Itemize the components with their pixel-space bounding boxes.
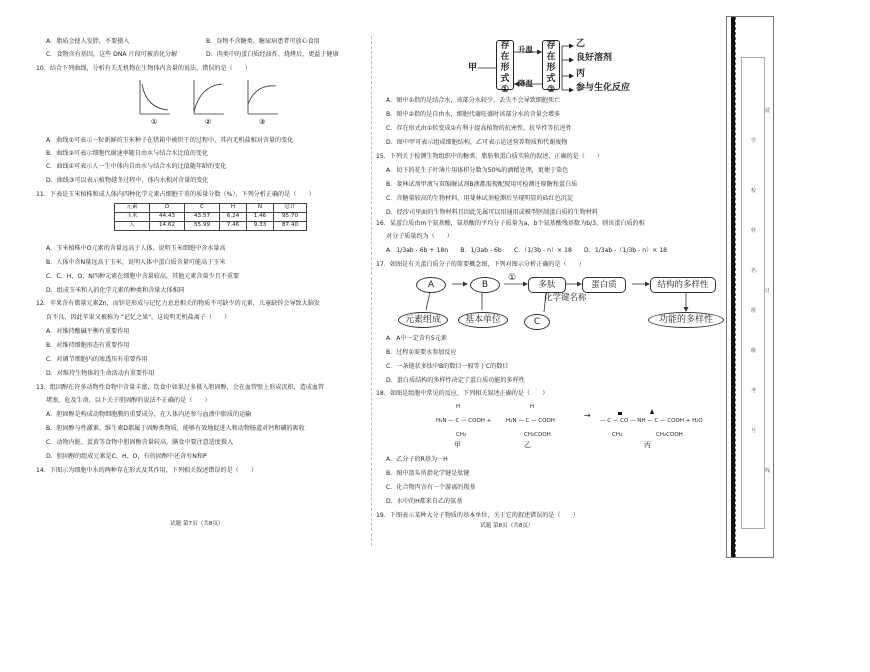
- table-cell: 14.62: [150, 222, 185, 231]
- water-form-box-1: [496, 40, 514, 95]
- strip-info-box: [741, 57, 765, 529]
- q14-option-b: B．图中②指的是自由水，细胞代谢旺盛时该部分水的含量会增多: [386, 111, 561, 118]
- q10-stem: 10．结合下列曲线，分析有关无机物在生物体内含量的说法，错误的是（ ）: [36, 65, 251, 72]
- q9-option-b: B．谷物不含糖类，糖尿病患者可放心食用: [206, 38, 320, 45]
- curve-label-2: ②: [205, 118, 212, 126]
- curve-label-1: ①: [151, 118, 158, 126]
- q12-option-b: B．对维持细胞形态有重要作用: [46, 342, 130, 349]
- q15-stem: 15．下列关于检测生物组织中的糖类、脂肪和蛋白质实验的叙述，正确的是（ ）: [376, 153, 604, 160]
- q12-stem-2: 育不良，因此苹果又被称为 "记忆之果"。这说明无机盐离子（ ）: [46, 314, 231, 321]
- q14-option-d: D．图中甲可表示组成细胞结构，乙可表示运送营养物质和代谢废物: [386, 139, 568, 146]
- q13-option-d: D．胆固醇的组成元素是C、H、O，有的固醇中还含有N和P: [46, 453, 207, 460]
- table-row: [115, 222, 307, 231]
- water-output-reaction: 参与生化反应: [576, 83, 631, 93]
- q9-option-a: A．脂质会使人发胖，不要摄入: [46, 38, 130, 45]
- table-cell: 44.43: [150, 213, 185, 222]
- concept-node-c: C: [524, 314, 550, 330]
- q11-stem: 11．下表是玉米植株和成人体内四种化学元素占细胞干重的质量分数（%），下列分析正确的是（ ）: [36, 191, 315, 198]
- table-cell: 1.46: [247, 213, 274, 222]
- strip-dash-text: 订: [765, 288, 771, 294]
- table-header-cell: 总计: [274, 204, 307, 213]
- water-output-solvent: 良好溶剂: [576, 53, 613, 63]
- q13-option-c: C．动物内脏、蛋黄等食物中胆固醇含量较高，膳食中要注意适度摄入: [46, 439, 234, 446]
- table-header-cell: N: [247, 204, 274, 213]
- curve-1: [140, 80, 170, 114]
- strip-dash-line: [735, 17, 736, 557]
- water-output-bing: 丙: [576, 69, 586, 79]
- svg-text:H: H: [456, 404, 461, 410]
- q13-stem-2: 堵塞，危及生命，以下关于胆固醇的说法不正确的是（ ）: [46, 397, 211, 404]
- concept-node-peptide: 多肽: [528, 277, 566, 293]
- concept-node-protein: 蛋白质: [582, 277, 626, 293]
- table-cell: 55.99: [185, 222, 220, 231]
- concept-node-basic-unit: 基本单位: [458, 312, 508, 328]
- svg-text:H₂N — C — COOH +: H₂N — C — COOH +: [436, 418, 492, 424]
- curve-label-3: ③: [259, 118, 266, 126]
- svg-text:H₂N — C — COOH: H₂N — C — COOH: [506, 418, 555, 424]
- q17-option-d: D．蛋白质结构的多样性决定了蛋白质功能的多样性: [386, 377, 525, 384]
- water-output-arrows: [558, 38, 578, 98]
- concept-node-functional-diversity: 功能的多样性: [648, 312, 724, 328]
- right-page-footer: 试题 第8页（共8页）: [480, 523, 534, 529]
- q18-stem: 18．如图是组胞中常见的反应，下列相关叙述正确的是（ ）: [376, 390, 549, 397]
- concept-node-b: B: [470, 277, 500, 293]
- q18-option-d: D．水中的H都来自乙的氨基: [386, 498, 463, 505]
- q17-option-b: B．过程①需要水参加反应: [386, 349, 457, 356]
- water-label-up: 升温: [518, 45, 533, 54]
- q16-options: A．1/3ab - 6b + 18n B．1/3ab - 6b C．（1/3b - n）× 18 D．1/3ab -（1/3b - n）× 18: [386, 247, 667, 254]
- q18-option-c: C．化合物丙含有一个游离的羧基: [386, 484, 476, 491]
- q15-option-b: B．斐林试剂甲液与双缩脲试剂B液都需现配现用可检测还原糖和蛋白质: [386, 181, 578, 188]
- reaction-label-yi: 乙: [524, 441, 531, 449]
- strip-dash-text: 线: [765, 468, 771, 474]
- curve-3: [248, 80, 278, 114]
- q14-option-c: C．存在形式由①转变成②有利于提高植物的抗寒性、抗旱性等抗逆性: [386, 125, 572, 132]
- left-page-footer: 试题 第7页（共8页）: [170, 521, 224, 527]
- q9-option-d: D．肉类中的蛋白质经油炸、烧烤后，更益于健康: [206, 51, 339, 58]
- q10-option-a: A．曲线①可表示一粒新鲜的玉米种子在烘箱中被烘干的过程中，其内无机盐相对含量的变化: [46, 137, 294, 144]
- table-cell: 43.57: [185, 213, 220, 222]
- table-header-row: [115, 204, 307, 213]
- reaction-label-bing: 丙: [644, 441, 651, 449]
- table-cell: 9.33: [247, 222, 274, 231]
- q12-option-c: C．对调节细胞内的渗透压有重要作用: [46, 356, 148, 363]
- strip-text: 学: [751, 138, 757, 144]
- strip-dash-text: 装: [765, 108, 771, 114]
- q11-option-a: A．玉米植株中O元素的含量远高于人体，说明玉米细胞中含水量高: [46, 245, 226, 252]
- svg-text:CH₂COOH: CH₂COOH: [656, 432, 683, 438]
- q18-option-a: A．乙分子的R基为－H: [386, 456, 448, 463]
- svg-text:CH₃: CH₃: [612, 432, 623, 438]
- strip-text: 级: [751, 348, 757, 354]
- q15-option-d: D．经沙司里面的生物材料且因此先属可以用通用或模型胚制蛋白质的生物材料: [386, 209, 598, 216]
- table-cell: 人: [115, 222, 150, 231]
- svg-text:CH₃: CH₃: [456, 432, 467, 438]
- table-row: [115, 213, 307, 222]
- curve-2: [194, 80, 224, 114]
- q17-option-a: A．A中一定含有S元素: [386, 335, 447, 342]
- q18-reaction-diagram: [434, 402, 704, 454]
- concept-node-structural-diversity: 结构的多样性: [650, 277, 716, 293]
- strip-text: 姓: [751, 228, 757, 234]
- q14-option-a: A．图中①指的是结合水，该部分水较少，丢失不会导致细胞死亡: [386, 97, 561, 104]
- water-output-yi: 乙: [576, 39, 586, 49]
- table-cell: 7.46: [220, 222, 247, 231]
- q12-stem-1: 12．苹果含有微量元素Zn，而锌是形成与记忆力息息相关的物质不可缺少的元素，儿童缺锌会导致大脑发: [36, 300, 320, 307]
- q12-option-d: D．对维持生物体的生命活动有重要作用: [46, 370, 155, 377]
- strip-text: 班: [751, 308, 757, 314]
- q10-option-d: D．曲线③可以表示植物越冬过程中，体内水相对含量的变化: [46, 177, 209, 184]
- table-cell: 6.24: [220, 213, 247, 222]
- table-cell: 87.40: [274, 222, 307, 231]
- water-form-2-label: 存 在 形 式 ②: [546, 41, 556, 95]
- q16-stem-1: 16．某蛋白质由m个氨基酸，氨基酸的平均分子质量为a，b个氨基酸残基数为b/3，则该蛋白质的相: [376, 220, 645, 227]
- q15-option-c: C．含糖量较高的生物材料，用斐林试剂检测后呈现明显的砖红色沉淀: [386, 195, 574, 202]
- table-cell: 95.70: [274, 213, 307, 222]
- q11-option-d: D．组成玉米和人的化学元素的种类和含量大体相同: [46, 287, 185, 294]
- binding-strip: [726, 16, 774, 558]
- concept-node-elements: 元素组成: [398, 312, 448, 328]
- strip-text: 号: [751, 428, 757, 434]
- q10-option-b: B．曲线②可表示细胞代谢速率随自由水与结合水比值的变化: [46, 150, 208, 157]
- strip-text: 校: [751, 188, 757, 194]
- q10-option-c: C．曲线①可表示人一生中体内自由水与结合水的比值随年龄的变化: [46, 163, 227, 170]
- strip-text: 考: [751, 388, 757, 394]
- q16-stem-2: 对分子质量约为（ ）: [386, 233, 454, 240]
- q10-curves: [136, 78, 296, 126]
- table-cell: 玉米: [115, 213, 150, 222]
- table-header-cell: C: [185, 204, 220, 213]
- svg-text:CH₂COOH: CH₂COOH: [524, 432, 551, 438]
- concept-node-a: A: [416, 277, 446, 293]
- q19-stem: 19．下图表示某种大分子物质的基本单位，关于它的叙述错误的是（ ）: [376, 512, 579, 519]
- svg-text:— C — CO — NH — C — COOH + H₂O: — C — CO — NH — C — COOH + H₂O: [600, 418, 703, 424]
- page-divider: [371, 36, 372, 546]
- table-header-cell: O: [150, 204, 185, 213]
- reaction-label-jia: 甲: [454, 441, 461, 449]
- q15-option-a: A．切下的花生子叶薄片用体积分数为50%的酒精处理，更便于染色: [386, 167, 569, 174]
- q12-option-a: A．对维持酸碱平衡有重要作用: [46, 328, 130, 335]
- svg-text:H: H: [530, 404, 535, 410]
- q14-stem: 14．下图示为细胞中水的两种存在形式及其作用，下列相关叙述错误的是（ ）: [36, 467, 258, 474]
- concept-bond-label: 化学键名称: [544, 293, 587, 303]
- q9-option-c: C．食物含有基因，这些 DNA 片段可被消化分解: [46, 51, 178, 58]
- q17-option-c: C．一条链状多肽中B的数目一般等于C的数目: [386, 363, 509, 370]
- table-header-cell: H: [220, 204, 247, 213]
- q11-option-b: B．人体中含N量远高于玉米，说明人体中蛋白质含量可能高于玉米: [46, 259, 226, 266]
- svg-text:→: →: [584, 411, 591, 420]
- strip-text: 名: [751, 268, 757, 274]
- q11-option-c: C．C、H、O、N四种元素在细胞中含量较高，其他元素含量少且不重要: [46, 273, 240, 280]
- water-form-1-label: 存 在 形 式 ①: [500, 41, 510, 95]
- q11-element-table: [114, 203, 307, 231]
- water-label-down: 降温: [518, 79, 533, 88]
- q13-option-b: B．胆固醇与性激素、维生素D都属于固醇类物质，能够有效地促进人和动物肠道对钙和磷的吸收: [46, 425, 305, 432]
- q13-option-a: A．胆固醇是构成动物细胞膜的重要成分，在人体内还参与血液中脂质的运输: [46, 411, 252, 418]
- concept-step-1: ①: [508, 273, 517, 283]
- q13-stem-1: 13．组因醇在许多动物性食物中含量丰富，饮食中如果过多摄入胆固醇，会在血管壁上形成沉积，造成血管: [36, 384, 325, 391]
- q17-stem: 17．如图是有关蛋白质分子的简要概念图，下列对图示分析正确的是（ ）: [376, 261, 585, 268]
- water-label-jia: 甲: [468, 63, 478, 73]
- table-header-cell: 元素: [115, 204, 150, 213]
- q18-option-b: B．图中箭头所指化学键是肽键: [386, 470, 470, 477]
